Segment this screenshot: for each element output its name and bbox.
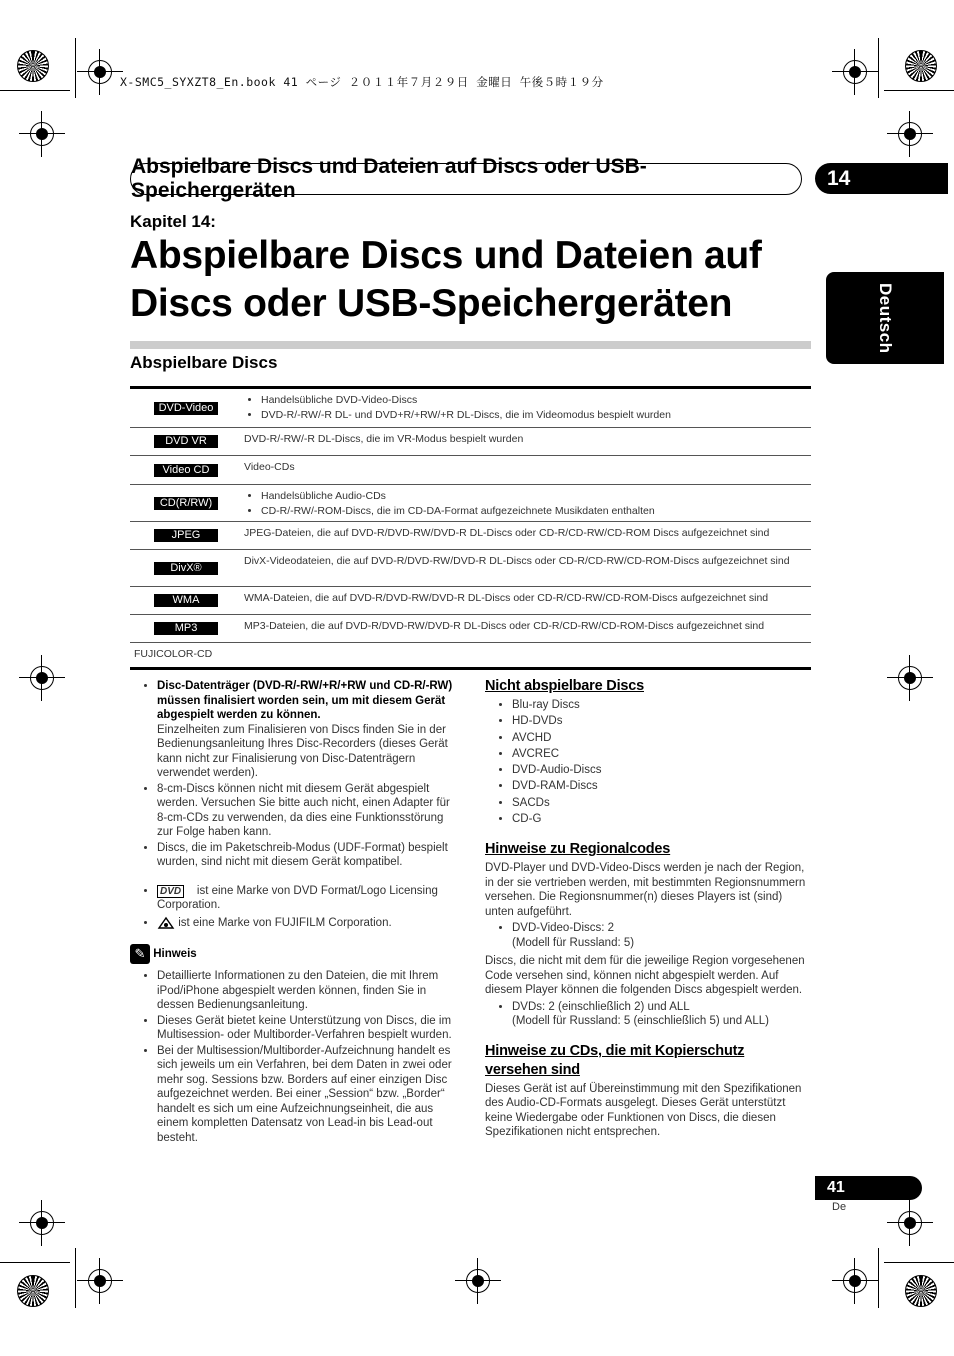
- table-row: MP3 MP3-Dateien, die auf DVD-R/DVD-RW/DVD-R DL-Discs oder CD-R/CD-RW/CD-ROM-Discs aufgezeichnet sind: [130, 615, 811, 643]
- list-item: • DVD-RAM-Discs: [512, 779, 813, 794]
- disc-table: [130, 386, 811, 670]
- list-item: • CD-G: [512, 812, 813, 827]
- dvd-vr-logo: DVD VR: [154, 435, 218, 448]
- registration-star-mark: [17, 50, 49, 82]
- wma-logo: WMA: [154, 594, 218, 607]
- crosshair-mark: [88, 60, 112, 84]
- list-item: • HD-DVDs: [512, 714, 813, 729]
- list-item: • AVCHD: [512, 731, 813, 746]
- list-item: • Handelsübliche Audio-CDs: [261, 489, 805, 504]
- list-item: • DVD ist eine Marke von DVD Format/Logo Licensing Corporation.: [157, 884, 460, 913]
- list-item: • DVD-R/-RW/-R DL- und DVD+R/+RW/+R DL-Discs, die im Videomodus bespielt wurden: [261, 408, 805, 423]
- crop-mark: [75, 1248, 76, 1308]
- fujicolor-cd-label: FUJICOLOR-CD: [134, 648, 213, 660]
- list-item: • 8-cm-Discs können nicht mit diesem Gerät abgespielt werden. Versuchen Sie bitte auch nicht, einen Adapter für 8-cm-CDs zu verwenden, da dies eine Funktionsstörung zur Folge haben kann.: [157, 782, 460, 840]
- list-item: • Bei der Multisession/Multiborder-Aufzeichnung handelt es sich jeweils um ein Verfahren, bei dem Daten in zwei oder mehr sog. Sessions bzw. Borders auf einer einzigen Disc aufgezeichnet werden. Bei einer „Session“ bzw. „Border“ handelt es sich um eine Aufzeichnungseinheit, die aus einem kompletten Datensatz von Lead-in bis Lead-out besteht.: [157, 1044, 460, 1146]
- right-column: [485, 677, 813, 1140]
- crop-mark: [0, 1262, 70, 1263]
- crosshair-mark: [843, 1269, 867, 1293]
- divx-logo: DivX®: [154, 562, 218, 575]
- crosshair-mark: [843, 60, 867, 84]
- dvd-video-logo: DVD-Video: [154, 402, 218, 415]
- list-item: • AVCREC: [512, 747, 813, 762]
- crosshair-mark: [898, 122, 922, 146]
- table-row: [130, 643, 811, 667]
- language-tab: [826, 272, 944, 364]
- video-cd-logo: Video CD: [154, 464, 218, 477]
- cd-rrw-logo: CD(R/RW): [154, 497, 218, 510]
- list-item: • Handelsübliche DVD-Video-Discs: [261, 393, 805, 408]
- note-pencil-icon: ✎: [130, 944, 150, 964]
- list-item: • Blu-ray Discs: [512, 698, 813, 713]
- crosshair-mark: [898, 1211, 922, 1235]
- chapter-number: 14: [815, 163, 948, 194]
- page-number: 41: [815, 1176, 922, 1200]
- crosshair-mark: [30, 122, 54, 146]
- table-row: [130, 389, 811, 428]
- hinweis-heading: ✎ Hinweis: [130, 944, 460, 964]
- paragraph: Dieses Gerät ist auf Übereinstimmung mit den Spezifikationen des Audio-CD-Formats ausgelegt. Dieses Gerät unterstützt keine Wiedergabe oder Funktionen von Discs, die diesen Spezifikationen nicht entsprechen.: [485, 1082, 802, 1139]
- crop-mark: [878, 1248, 879, 1308]
- kapitel-label: Kapitel 14:: [130, 212, 216, 231]
- crop-mark: [0, 90, 70, 91]
- list-item: • Detaillierte Informationen zu den Dateien, die mit Ihrem iPod/iPhone abgespielt werden können, finden Sie in dessen Bedienungsanleitung.: [157, 969, 460, 1013]
- registration-star-mark: [905, 50, 937, 82]
- heading-nicht-abspielbar: Nicht abspielbare Discs: [485, 678, 644, 694]
- jpeg-logo: JPEG: [154, 529, 218, 542]
- page-language: De: [832, 1201, 847, 1213]
- fujicolor-icon: [157, 916, 175, 930]
- crop-mark: [878, 38, 879, 98]
- table-row: WMA WMA-Dateien, die auf DVD-R/DVD-RW/DVD-R DL-Discs oder CD-R/CD-RW/CD-ROM-Discs aufgezeichnet sind: [130, 587, 811, 615]
- crop-mark: [75, 38, 76, 98]
- list-item: • DVD-Audio-Discs: [512, 763, 813, 778]
- mp3-logo: MP3: [154, 622, 218, 635]
- table-row: DVD VR DVD-R/-RW/-R DL-Discs, die im VR-Modus bespielt wurden: [130, 428, 811, 456]
- list-item: • Discs, die im Paketschreib-Modus (UDF-Format) bespielt wurden, sind nicht mit diesem Gerät kompatibel.: [157, 841, 460, 870]
- registration-star-mark: [905, 1275, 937, 1307]
- section-divider: [130, 341, 811, 349]
- page-title-line1: Abspielbare Discs und Dateien auf: [130, 234, 762, 277]
- table-row: [130, 485, 811, 522]
- list-item: • ist eine Marke von FUJIFILM Corporation.: [157, 916, 460, 931]
- list-item: • DVD-Video-Discs: 2 (Modell für Russland: 5): [512, 921, 813, 950]
- section-title: Abspielbare Discs: [130, 353, 278, 372]
- list-item: • CD-R/-RW/-ROM-Discs, die im CD-DA-Format aufgezeichnete Musikdaten enthalten: [261, 504, 805, 519]
- crop-mark: [884, 90, 954, 91]
- chapter-banner: Abspielbare Discs und Dateien auf Discs oder USB-Speichergeräten: [130, 163, 802, 195]
- crosshair-mark: [466, 1269, 490, 1293]
- list-item: • Dieses Gerät bietet keine Unterstützung von Discs, die im Multisession- oder Multiborder-Verfahren bespielt wurden.: [157, 1014, 460, 1043]
- page-title: [130, 232, 810, 328]
- table-row: Video CD Video-CDs: [130, 456, 811, 485]
- heading-kopierschutz: Hinweise zu CDs, die mit Kopierschutz versehen sind: [485, 1042, 745, 1078]
- paragraph: DVD-Player und DVD-Video-Discs werden je nach der Region, in der sie vertrieben werden, mit bestimmten Regionsnummern versehen. Die Regionsnummer(n) dieses Players ist (sind) unten aufgeführt.: [485, 862, 806, 918]
- print-header: X-SMC5_SYXZT8_En.book 41 ページ ２０１１年７月２９日 金曜日 午後５時１９分: [120, 75, 604, 89]
- crosshair-mark: [88, 1269, 112, 1293]
- table-row: JPEG JPEG-Dateien, die auf DVD-R/DVD-RW/DVD-R DL-Discs oder CD-R/CD-RW/CD-ROM Discs aufgezeichnet sind: [130, 522, 811, 550]
- left-column: [130, 679, 460, 1146]
- list-item: • DVDs: 2 (einschließlich 2) und ALL (Modell für Russland: 5 (einschließlich 5) und ALL): [512, 1000, 813, 1029]
- list-item: • SACDs: [512, 796, 813, 811]
- crosshair-mark: [30, 1211, 54, 1235]
- crop-mark: [884, 1262, 954, 1263]
- list-item: • Disc-Datenträger (DVD-R/-RW/+R/+RW und CD-R/-RW) müssen finalisiert worden sein, um mit diesem Gerät abgespielt werden zu können. Einzelheiten zum Finalisieren von Discs finden Sie in der Bedienungsanleitung Ihres Disc-Recorders (dieses Gerät kann nicht zur Finalisierung von Disc-Datenträgern verwendet werden).: [157, 679, 460, 781]
- dvd-logo-icon: DVD: [157, 885, 184, 898]
- crosshair-mark: [30, 666, 54, 690]
- crosshair-mark: [898, 666, 922, 690]
- language-tab-label: Deutsch: [876, 282, 895, 354]
- page-title-line2: Discs oder USB-Speichergeräten: [130, 282, 733, 325]
- heading-regionalcodes: Hinweise zu Regionalcodes: [485, 841, 671, 858]
- registration-star-mark: [17, 1275, 49, 1307]
- table-row: DivX® DivX-Videodateien, die auf DVD-R/DVD-RW/DVD-R DL-Discs oder CD-R/CD-RW/CD-ROM-Discs aufgezeichnet sind: [130, 550, 811, 587]
- paragraph: Discs, die nicht mit dem für die jeweilige Region vorgesehenen Code versehen sind, können nicht abgespielt werden. Auf diesem Player können die folgenden Discs abgespielt werden.: [485, 955, 805, 997]
